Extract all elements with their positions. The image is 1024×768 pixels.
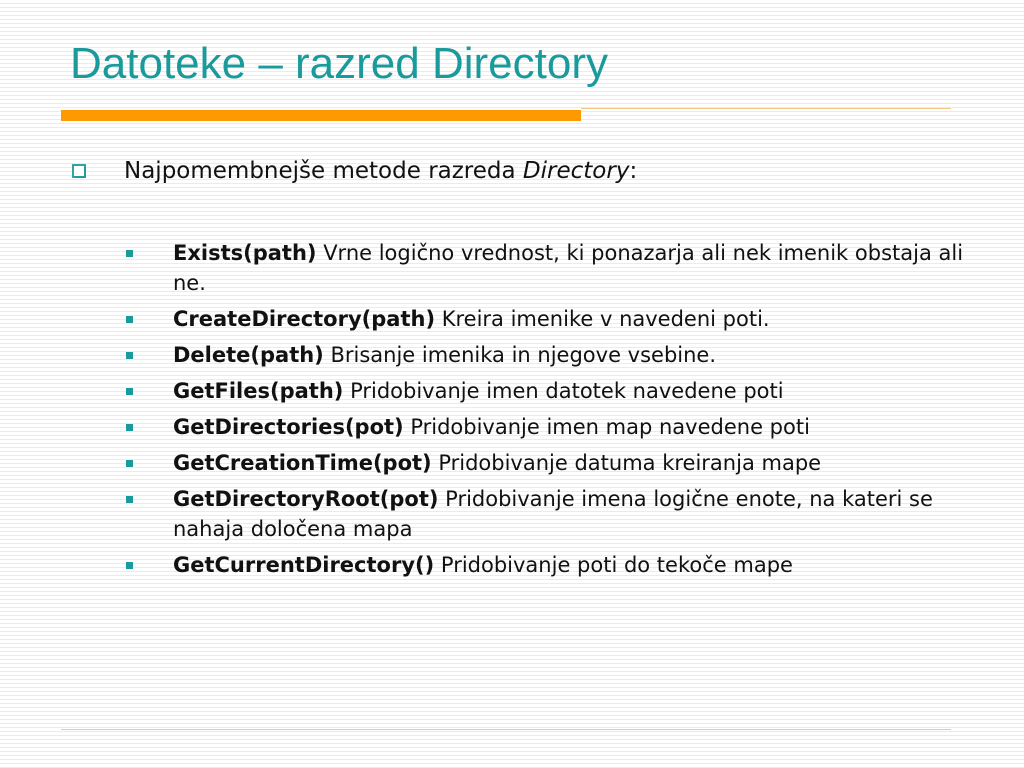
square-bullet-icon	[126, 316, 133, 323]
main-bullet-lead: Najpomembnejše metode razreda	[124, 158, 523, 184]
square-bullet-icon	[126, 424, 133, 431]
method-item	[126, 448, 996, 478]
title-divider	[581, 108, 951, 109]
slide-title: Datoteke – razred Directory	[70, 39, 608, 88]
method-name: CreateDirectory(path)	[173, 307, 436, 331]
method-name: GetCreationTime(pot)	[173, 451, 432, 475]
method-name: GetDirectories(pot)	[173, 415, 404, 439]
method-item	[126, 304, 996, 334]
method-description: Pridobivanje datuma kreiranja mape	[431, 451, 822, 475]
method-item	[126, 550, 996, 580]
method-name: Exists(path)	[173, 241, 317, 265]
main-bullet-class-name: Directory	[522, 158, 630, 184]
method-description: Pridobivanje imen map navedene poti	[403, 415, 810, 439]
method-name: GetFiles(path)	[173, 379, 344, 403]
method-description: Kreira imenike v navedeni poti.	[435, 307, 770, 331]
checkbox-outline-icon	[72, 164, 86, 178]
method-name: GetDirectoryRoot(pot)	[173, 487, 439, 511]
method-description: Brisanje imenika in njegove vsebine.	[323, 343, 717, 367]
method-description: Pridobivanje poti do tekoče mape	[434, 553, 793, 577]
square-bullet-icon	[126, 250, 133, 257]
square-bullet-icon	[126, 496, 133, 503]
method-description: Vrne logično vrednost, ki ponazarja ali nek imenik obstaja ali ne.	[173, 241, 964, 295]
square-bullet-icon	[126, 352, 133, 359]
method-list	[126, 238, 996, 586]
method-description: Pridobivanje imena logične enote, na kateri se nahaja določena mapa	[173, 487, 933, 541]
square-bullet-icon	[126, 388, 133, 395]
method-name: GetCurrentDirectory()	[173, 553, 435, 577]
title-accent-bar	[61, 110, 581, 121]
method-description: Pridobivanje imen datotek navedene poti	[343, 379, 784, 403]
square-bullet-icon	[126, 562, 133, 569]
main-bullet-suffix: :	[629, 158, 638, 184]
method-item	[126, 238, 996, 298]
method-item	[126, 340, 996, 370]
method-name: Delete(path)	[173, 343, 324, 367]
method-item	[126, 412, 996, 442]
square-bullet-icon	[126, 460, 133, 467]
method-item	[126, 376, 996, 406]
footer-divider	[61, 729, 951, 730]
method-item	[126, 484, 996, 544]
main-bullet-text	[124, 158, 637, 184]
